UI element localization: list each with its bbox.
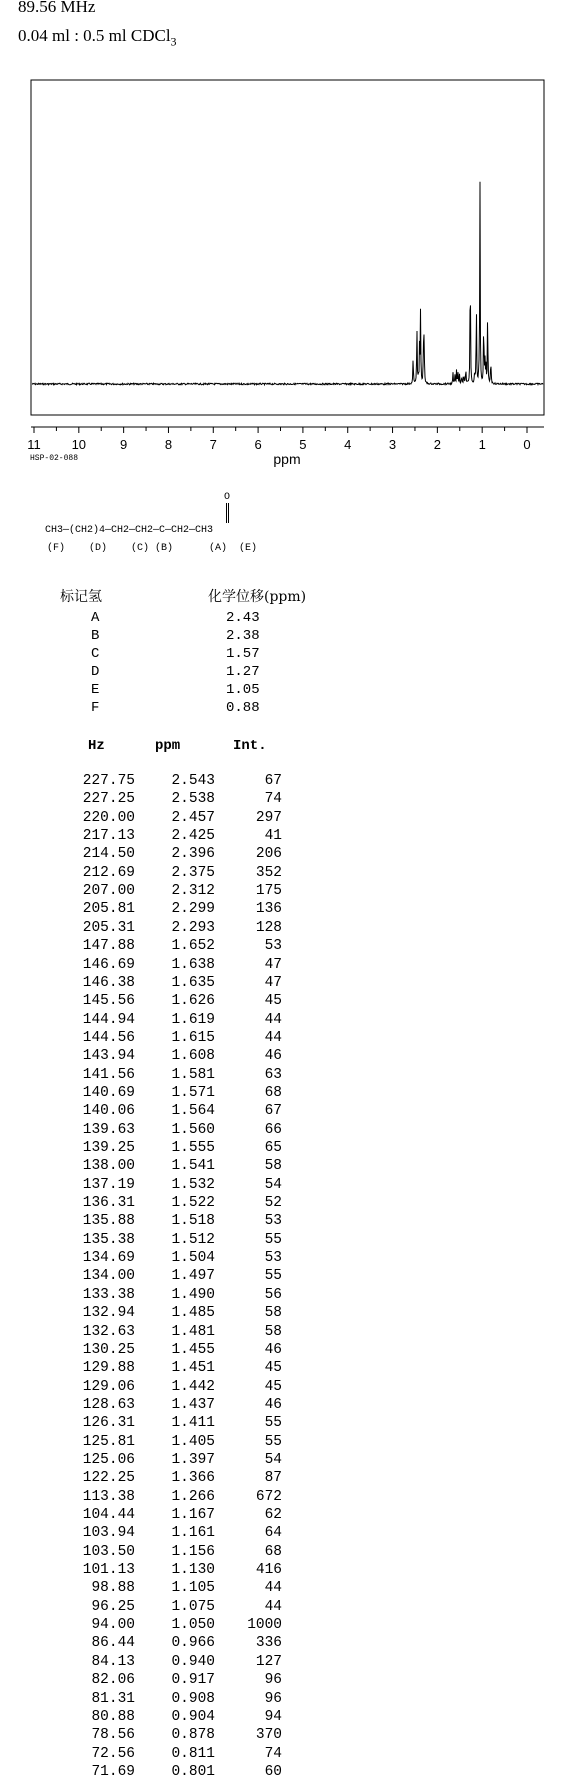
peak-int: 47 [264,974,282,991]
peak-row [0,957,300,975]
peak-hz: 78.56 [91,1727,135,1744]
peak-ppm: 1.105 [171,1580,215,1597]
peak-ppm: 1.366 [171,1470,215,1487]
peak-ppm: 1.161 [171,1525,215,1542]
peak-ppm: 1.156 [171,1543,215,1560]
peak-hz: 130.25 [82,1341,135,1358]
peak-hz: 128.63 [82,1396,135,1413]
peak-row [0,1635,300,1653]
peak-int: 352 [255,864,282,881]
peak-hz: 217.13 [82,828,135,845]
assignment-shift: 1.05 [226,682,260,698]
peak-hz: 113.38 [82,1488,135,1505]
peak-row [0,1672,300,1690]
peak-ppm: 1.405 [171,1433,215,1450]
peak-ppm: 1.512 [171,1231,215,1248]
peak-ppm: 1.411 [171,1415,215,1432]
peak-hz: 132.63 [82,1323,135,1340]
peak-hz: 144.94 [82,1011,135,1028]
peak-hz: 135.38 [82,1231,135,1248]
peak-int: 67 [264,1103,282,1120]
peak-hz: 80.88 [91,1708,135,1725]
peak-int: 54 [264,1451,282,1468]
peak-ppm: 1.497 [171,1268,215,1285]
peak-row [0,1654,300,1672]
peak-int: 44 [264,1029,282,1046]
x-tick-label: 0 [523,437,531,452]
peak-row [0,1709,300,1727]
spectrometer-frequency: 89.56 MHz [18,0,96,16]
peak-hz: 135.88 [82,1213,135,1230]
col-header-hz: Hz [88,738,105,754]
x-tick-label: 6 [254,437,262,452]
x-axis-ticks [27,427,530,452]
peak-ppm: 1.455 [171,1341,215,1358]
peak-hz: 126.31 [82,1415,135,1432]
peak-ppm: 0.878 [171,1727,215,1744]
peak-int: 297 [255,809,282,826]
carbonyl-double-bond [226,503,229,523]
peak-hz: 212.69 [82,864,135,881]
peak-row [0,1489,300,1507]
peak-ppm: 1.564 [171,1103,215,1120]
peak-ppm: 2.396 [171,846,215,863]
peak-int: 55 [264,1433,282,1450]
peak-ppm: 1.266 [171,1488,215,1505]
peak-ppm: 1.532 [171,1176,215,1193]
peak-hz: 146.38 [82,974,135,991]
peak-ppm: 1.437 [171,1396,215,1413]
peak-hz: 147.88 [82,938,135,955]
peak-int: 62 [264,1507,282,1523]
peak-ppm: 1.490 [171,1286,215,1303]
peak-int: 416 [255,1562,282,1579]
col-header-ppm: ppm [155,738,181,754]
carbonyl-oxygen: O [224,492,231,503]
peak-row [0,1048,300,1066]
peak-row [0,1691,300,1709]
peak-row [0,993,300,1011]
assignment-label: F [91,700,100,716]
structure-labels: (F) (D) (C) (B) (A) (E) [47,543,258,554]
peak-ppm: 1.615 [171,1029,215,1046]
peak-row [0,883,300,901]
peak-int: 96 [264,1672,282,1689]
peak-int: 74 [264,1745,282,1762]
peak-ppm: 0.811 [171,1745,215,1762]
peak-int: 55 [264,1268,282,1285]
peak-int: 45 [264,1378,282,1395]
structure-formula: CH3—(CH2)4—CH2—CH2—C—CH2—CH3 [45,525,214,536]
peak-row [0,865,300,883]
peak-ppm: 1.075 [171,1598,215,1615]
peak-ppm: 1.522 [171,1195,215,1212]
peak-row [0,1764,300,1782]
peak-int: 87 [264,1470,282,1487]
peak-int: 41 [264,828,282,845]
peak-row [0,1232,300,1250]
peak-int: 54 [264,1176,282,1193]
assignment-shift: 2.38 [226,628,260,644]
peak-row [0,938,300,956]
x-tick-label: 7 [209,437,217,452]
peak-ppm: 0.917 [171,1672,215,1689]
peak-hz: 129.06 [82,1378,135,1395]
peak-row [0,1599,300,1617]
peak-row [0,1030,300,1048]
peak-hz: 103.50 [82,1543,135,1560]
x-tick-label: 9 [120,437,128,452]
assignment-label: A [91,610,100,626]
peak-int: 136 [255,901,282,918]
peak-ppm: 1.619 [171,1011,215,1028]
peak-row [0,1342,300,1360]
peak-hz: 220.00 [82,809,135,826]
peak-row [0,1012,300,1030]
peak-hz: 134.69 [82,1250,135,1267]
peak-row [0,1268,300,1286]
peak-hz: 86.44 [91,1635,135,1652]
peak-ppm: 1.504 [171,1250,215,1267]
peak-ppm: 2.457 [171,809,215,826]
peak-hz: 84.13 [91,1653,135,1670]
peak-int: 44 [264,1011,282,1028]
peak-ppm: 1.608 [171,1048,215,1065]
peak-int: 175 [255,883,282,900]
peak-int: 67 [264,773,282,789]
peak-hz: 214.50 [82,846,135,863]
spectrum-trace [32,182,543,385]
assignment-shift: 2.43 [226,610,260,626]
peak-row [0,810,300,828]
peak-int: 66 [264,1121,282,1138]
peak-ppm: 2.299 [171,901,215,918]
peak-int: 58 [264,1158,282,1175]
peak-hz: 98.88 [91,1580,135,1597]
peak-row [0,1305,300,1323]
peak-hz: 96.25 [91,1598,135,1615]
peak-row [0,773,300,791]
peak-int: 53 [264,1250,282,1267]
peak-hz: 81.31 [91,1690,135,1707]
peak-hz: 125.06 [82,1451,135,1468]
peak-hz: 207.00 [82,883,135,900]
peak-ppm: 1.485 [171,1305,215,1322]
peak-row [0,1562,300,1580]
peak-row [0,1250,300,1268]
peak-row [0,1122,300,1140]
peak-hz: 103.94 [82,1525,135,1542]
peak-int: 52 [264,1195,282,1212]
peak-hz: 146.69 [82,956,135,973]
peak-row [0,1140,300,1158]
peak-int: 68 [264,1084,282,1101]
peak-row [0,846,300,864]
peak-ppm: 1.652 [171,938,215,955]
peak-int: 94 [264,1708,282,1725]
peak-ppm: 1.451 [171,1360,215,1377]
x-tick-label: 2 [433,437,441,452]
peak-ppm: 1.571 [171,1084,215,1101]
sample-concentration [18,26,177,49]
peak-row [0,1470,300,1488]
peak-int: 58 [264,1305,282,1322]
col-header-int: Int. [233,738,267,754]
peak-int: 74 [264,791,282,808]
peak-int: 128 [255,919,282,936]
spectrum-code: HSP-02-088 [30,454,79,463]
peak-int: 1000 [247,1617,282,1634]
assignment-label: E [91,682,100,698]
x-tick-label: 10 [71,437,87,452]
peak-int: 55 [264,1415,282,1432]
peak-hz: 101.13 [82,1562,135,1579]
peak-hz: 205.31 [82,919,135,936]
peak-int: 127 [255,1653,282,1670]
plot-frame [31,80,544,415]
peak-ppm: 1.167 [171,1507,215,1523]
peak-row [0,1287,300,1305]
peak-int: 63 [264,1066,282,1083]
peak-hz: 141.56 [82,1066,135,1083]
peak-row [0,791,300,809]
peak-int: 64 [264,1525,282,1542]
peak-row [0,1177,300,1195]
peak-row [0,1415,300,1433]
peak-row [0,1158,300,1176]
peak-ppm: 1.442 [171,1378,215,1395]
peak-ppm: 1.481 [171,1323,215,1340]
peak-row [0,1103,300,1121]
peak-hz: 144.56 [82,1029,135,1046]
peak-ppm: 2.312 [171,883,215,900]
peak-int: 46 [264,1048,282,1065]
peak-hz: 137.19 [82,1176,135,1193]
peak-int: 65 [264,1140,282,1156]
peak-hz: 143.94 [82,1048,135,1065]
peak-int: 45 [264,993,282,1010]
assignment-shift: 1.27 [226,664,260,680]
assignment-label: B [91,628,100,644]
assignment-shift-header: 化学位移(ppm) [208,589,307,605]
peak-ppm: 0.904 [171,1708,215,1725]
peak-int: 53 [264,1213,282,1230]
peak-hz: 94.00 [91,1617,135,1634]
x-tick-label: 3 [388,437,397,452]
peak-ppm: 0.801 [171,1763,215,1780]
x-tick-label: 5 [299,437,307,452]
peak-ppm: 0.966 [171,1635,215,1652]
peak-row [0,901,300,919]
peak-hz: 140.06 [82,1103,135,1120]
peak-int: 68 [264,1543,282,1560]
peak-int: 206 [255,846,282,863]
peak-ppm: 1.130 [171,1562,215,1579]
peak-hz: 205.81 [82,901,135,918]
sample-subscript: 3 [170,34,177,49]
x-tick-label: 4 [344,437,352,452]
assignment-label: C [91,646,100,662]
peak-int: 96 [264,1690,282,1707]
peak-int: 46 [264,1396,282,1413]
peak-int: 60 [264,1763,282,1780]
peak-ppm: 1.635 [171,974,215,991]
x-axis-label: ppm [273,451,301,467]
assignment-label-header: 标记氢 [60,589,102,605]
peak-int: 58 [264,1323,282,1340]
peak-row [0,975,300,993]
peak-hz: 227.75 [82,773,135,789]
x-tick-label: 1 [478,437,486,452]
peak-row [0,1507,300,1525]
peak-ppm: 2.543 [171,773,215,789]
peak-ppm: 1.626 [171,993,215,1010]
peak-row [0,1324,300,1342]
peak-int: 336 [255,1635,282,1652]
peak-hz: 136.31 [82,1195,135,1212]
peak-ppm: 1.581 [171,1066,215,1083]
peak-int: 45 [264,1360,282,1377]
peak-int: 56 [264,1286,282,1303]
peak-ppm: 1.560 [171,1121,215,1138]
peak-ppm: 1.397 [171,1451,215,1468]
peak-row [0,1397,300,1415]
peak-hz: 139.25 [82,1140,135,1156]
peak-hz: 145.56 [82,993,135,1010]
peak-hz: 133.38 [82,1286,135,1303]
peak-row [0,1434,300,1452]
peak-row [0,1746,300,1764]
peak-row [0,828,300,846]
peak-row [0,1525,300,1543]
assignment-label: D [91,664,100,680]
peak-hz: 139.63 [82,1121,135,1138]
peak-ppm: 1.555 [171,1140,215,1156]
peak-hz: 134.00 [82,1268,135,1285]
peak-hz: 129.88 [82,1360,135,1377]
peak-int: 53 [264,938,282,955]
assignment-shift: 1.57 [226,646,260,662]
peak-int: 55 [264,1231,282,1248]
peak-ppm: 2.425 [171,828,215,845]
peak-row [0,1379,300,1397]
peak-hz: 138.00 [82,1158,135,1175]
x-tick-label: 8 [164,437,173,452]
peak-hz: 122.25 [82,1470,135,1487]
peak-ppm: 2.538 [171,791,215,808]
assignment-shift: 0.88 [226,700,260,716]
peak-hz: 227.25 [82,791,135,808]
peak-ppm: 1.518 [171,1213,215,1230]
peak-row [0,1544,300,1562]
peak-ppm: 0.908 [171,1690,215,1707]
peak-row [0,1085,300,1103]
peak-int: 44 [264,1580,282,1597]
sample-text: 0.04 ml : 0.5 ml CDCl [18,26,171,45]
peak-int: 47 [264,956,282,973]
peak-int: 46 [264,1341,282,1358]
peak-hz: 140.69 [82,1084,135,1101]
peak-row [0,920,300,938]
peak-int: 370 [255,1727,282,1744]
peak-row [0,1617,300,1635]
peak-row [0,1195,300,1213]
peak-hz: 104.44 [82,1507,135,1523]
x-tick-label: 11 [27,437,41,452]
peak-row [0,1580,300,1598]
peak-row [0,1213,300,1231]
peak-ppm: 1.638 [171,956,215,973]
nmr-spectrum-chart [0,70,570,470]
peak-row [0,1360,300,1378]
peak-hz: 72.56 [91,1745,135,1762]
peak-int: 672 [255,1488,282,1505]
peak-ppm: 1.541 [171,1158,215,1175]
peak-row [0,1067,300,1085]
peak-int: 44 [264,1598,282,1615]
peak-ppm: 2.375 [171,864,215,881]
peak-ppm: 2.293 [171,919,215,936]
peak-hz: 82.06 [91,1672,135,1689]
peak-ppm: 0.940 [171,1653,215,1670]
peak-row [0,1452,300,1470]
peak-hz: 71.69 [91,1763,135,1780]
peak-hz: 132.94 [82,1305,135,1322]
peak-ppm: 1.050 [171,1617,215,1634]
peak-hz: 125.81 [82,1433,135,1450]
peak-row [0,1727,300,1745]
